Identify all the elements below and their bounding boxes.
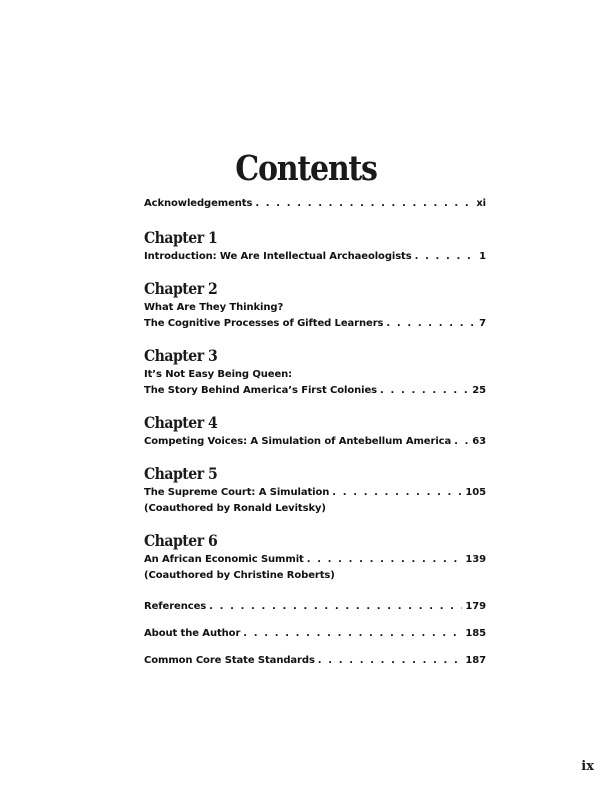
toc-entry-page: xi — [476, 198, 486, 209]
dot-leader — [307, 552, 463, 568]
toc-entry-label: References — [144, 601, 207, 612]
chapter-heading: Chapter 1 — [144, 228, 218, 247]
toc-entry-common-core[interactable] — [144, 653, 486, 669]
dot-leader — [415, 249, 477, 265]
dot-leader — [332, 485, 462, 501]
page-title: Contents — [235, 148, 377, 189]
chapter-heading: Chapter 2 — [144, 279, 218, 298]
toc-entry-page: 185 — [465, 628, 486, 639]
toc-entry-chapter-5[interactable] — [144, 485, 486, 501]
chapter-heading: Chapter 4 — [144, 413, 218, 432]
toc-entry-subtitle: What Are They Thinking? — [144, 302, 284, 313]
chapter-block-5 — [144, 464, 486, 517]
chapter-block-2 — [144, 279, 486, 332]
chapter-block-1 — [144, 228, 486, 265]
toc-entry-chapter-1[interactable] — [144, 249, 486, 265]
chapter-block-4 — [144, 413, 486, 450]
toc-entry-coauthor: (Coauthored by Ronald Levitsky) — [144, 503, 326, 514]
toc-entry-coauthor: (Coauthored by Christine Roberts) — [144, 570, 335, 581]
chapter-heading: Chapter 5 — [144, 464, 218, 483]
toc-entry-references[interactable] — [144, 599, 486, 615]
toc-entry-chapter-4[interactable] — [144, 434, 486, 450]
toc-entry-page: 1 — [479, 251, 486, 262]
table-of-contents — [144, 196, 486, 669]
toc-entry-about-the-author[interactable] — [144, 626, 486, 642]
toc-entry-chapter-6[interactable] — [144, 552, 486, 568]
dot-leader — [318, 653, 463, 669]
chapter-block-6 — [144, 531, 486, 584]
toc-entry-subtitle: It’s Not Easy Being Queen: — [144, 369, 293, 380]
toc-entry-label: Competing Voices: A Simulation of Antebellum America — [144, 436, 452, 447]
toc-entry-label: The Supreme Court: A Simulation — [144, 487, 330, 498]
chapter-heading: Chapter 6 — [144, 531, 218, 550]
toc-entry-page: 63 — [472, 436, 486, 447]
toc-entry-label: An African Economic Summit — [144, 554, 304, 565]
toc-entry-page: 139 — [465, 554, 486, 565]
dot-leader — [380, 383, 469, 399]
dot-leader — [255, 196, 473, 212]
toc-entry-page: 187 — [465, 655, 486, 666]
toc-entry-chapter-2[interactable] — [144, 316, 486, 332]
toc-entry-page: 7 — [479, 318, 486, 329]
dot-leader — [454, 434, 469, 450]
toc-entry-label: Introduction: We Are Intellectual Archaeologists — [144, 251, 412, 262]
toc-entry-label: About the Author — [144, 628, 241, 639]
toc-entry-label: Acknowledgements — [144, 198, 253, 209]
chapter-block-3 — [144, 346, 486, 399]
toc-entry-label: Common Core State Standards — [144, 655, 315, 666]
toc-entry-page: 179 — [465, 601, 486, 612]
toc-entry-acknowledgements[interactable] — [144, 196, 486, 212]
chapter-heading: Chapter 3 — [144, 346, 218, 365]
toc-entry-label: The Story Behind America’s First Colonies — [144, 385, 377, 396]
dot-leader — [386, 316, 476, 332]
page-number: ix — [581, 759, 594, 774]
toc-entry-page: 105 — [465, 487, 486, 498]
dot-leader — [243, 626, 462, 642]
toc-entry-chapter-3[interactable] — [144, 383, 486, 399]
toc-entry-page: 25 — [472, 385, 486, 396]
dot-leader — [209, 599, 462, 615]
toc-entry-label: The Cognitive Processes of Gifted Learners — [144, 318, 384, 329]
